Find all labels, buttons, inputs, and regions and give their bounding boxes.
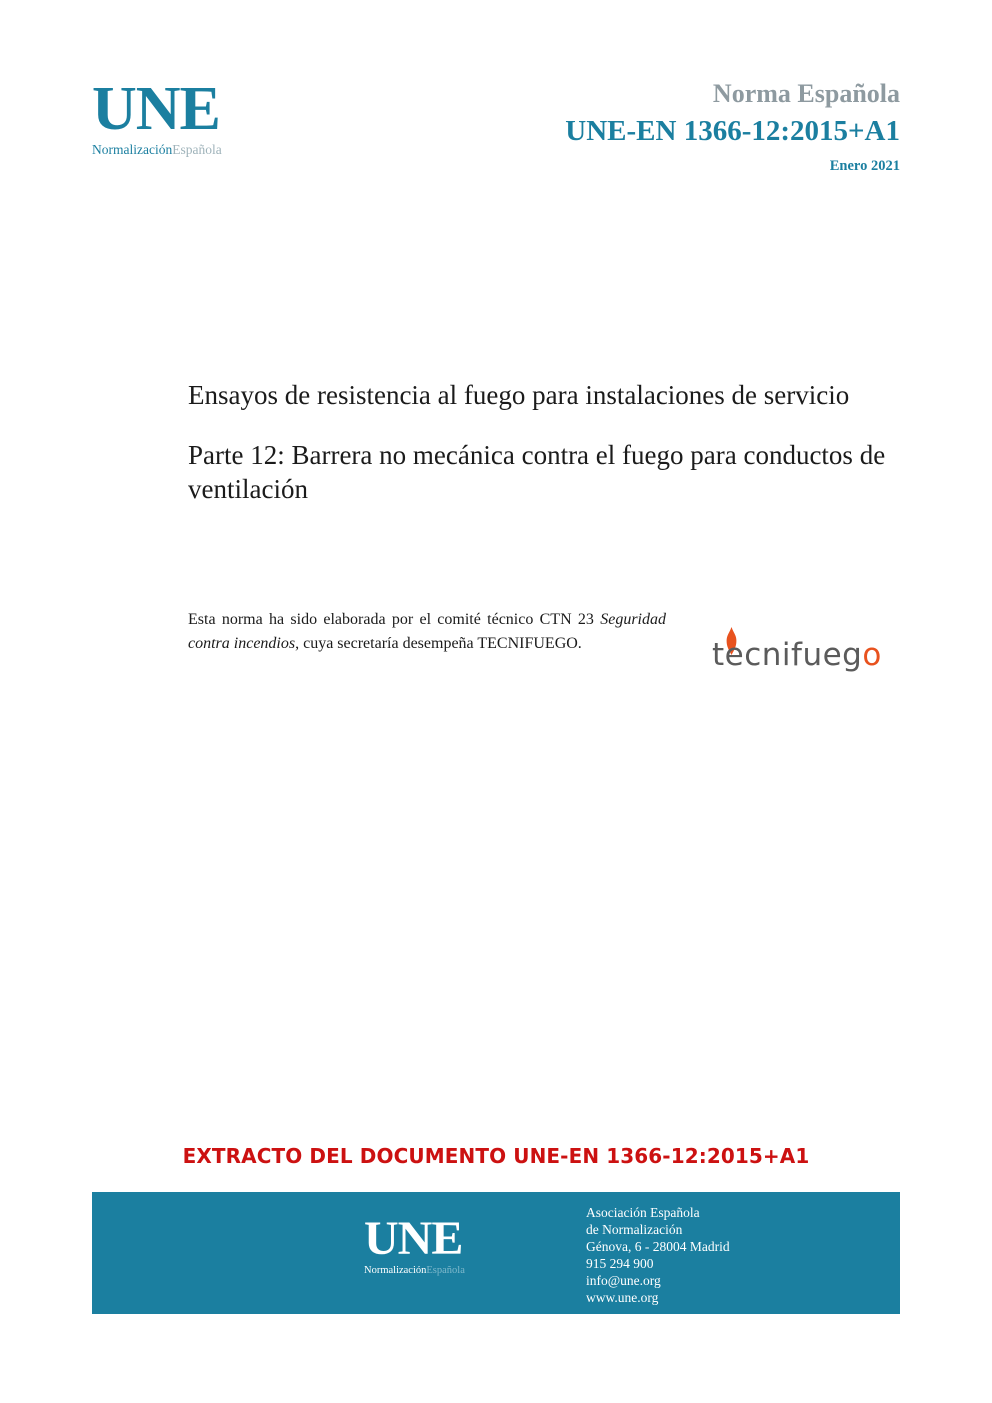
footer-une-wordmark: UNE (364, 1212, 463, 1265)
footer-website[interactable]: www.une.org (586, 1290, 659, 1305)
document-header (92, 75, 900, 198)
document-title-block (188, 378, 888, 506)
footer-address-line: de Normalización (586, 1222, 683, 1237)
footer-une-subtitle (364, 1265, 514, 1276)
une-logo (92, 75, 252, 158)
committee-note-text-1: Esta norma ha sido elaborada por el comité técnico CTN 23 (188, 611, 601, 628)
footer-une-subtitle-light: Española (426, 1265, 465, 1276)
footer-address-line: Asociación Española (586, 1205, 700, 1220)
footer-email[interactable]: info@une.org (586, 1273, 661, 1288)
norma-code: UNE-EN 1366-12:2015+A1 (565, 115, 900, 147)
tecnifuego-wordmark-part1: tecnifueg (712, 637, 863, 673)
footer-address-block (586, 1204, 730, 1306)
tecnifuego-logo (712, 625, 882, 685)
footer-une-subtitle-bold: Normalización (364, 1265, 427, 1276)
norma-label: Norma Española (712, 79, 900, 108)
une-logo-wordmark: UNE (92, 75, 220, 143)
une-logo-subtitle (92, 142, 252, 158)
norma-header-block (565, 78, 900, 176)
norma-date: Enero 2021 (829, 158, 900, 174)
document-subtitle-part: Parte 12: Barrera no mecánica contra el fuego para conductos de ventilación (188, 440, 886, 504)
footer-phone: 915 294 900 (586, 1256, 654, 1271)
footer-une-logo (364, 1214, 514, 1276)
footer-address-line: Génova, 6 - 28004 Madrid (586, 1239, 730, 1254)
tecnifuego-wordmark-o: o (862, 637, 882, 673)
document-title: Ensayos de resistencia al fuego para instalaciones de servicio (188, 380, 850, 410)
tecnifuego-wordmark (712, 637, 882, 673)
document-footer (92, 1192, 900, 1314)
committee-note-text-2: , cuya secretaría desempeña TECNIFUEGO. (295, 635, 582, 652)
une-logo-subtitle-light: Española (172, 142, 222, 157)
committee-note (188, 608, 666, 656)
une-logo-subtitle-bold: Normalización (92, 142, 173, 157)
extract-label: EXTRACTO DEL DOCUMENTO UNE-EN 1366-12:2015+A1 (182, 1144, 810, 1168)
committee-note-italic: Seguridad contra incendios (188, 611, 666, 652)
